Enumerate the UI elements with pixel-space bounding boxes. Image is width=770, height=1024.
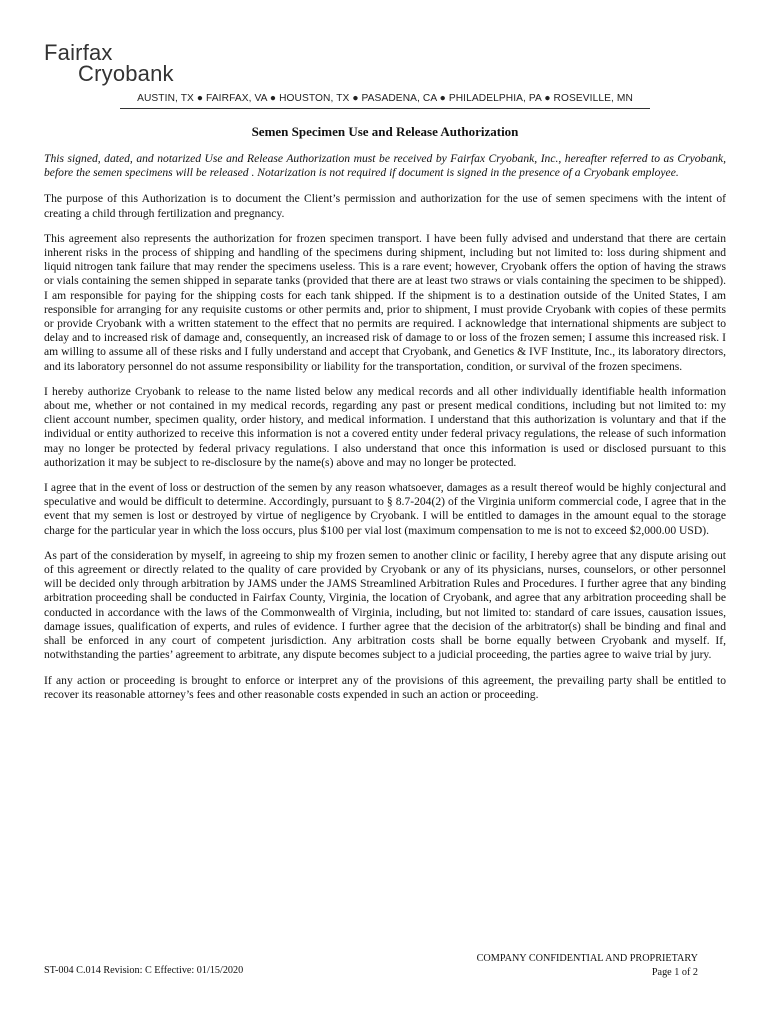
damages-paragraph: I agree that in the event of loss or destruction of the semen by any reason whatsoever, damages as a result thereof would be highly conjectural and speculative and would be difficult to determine. Accordingly, pursuant to § 8.7-204(2) of the Virginia uniform commercial code, I agree that in the event that my semen is lost or destroyed by virtue of negligence by Cryobank. I will be entitled to damages in the amount equal to the storage charge for the particular year in which the loss occurs, plus $100 per vial lost (maximum compensation to me is not to exceed $2,000.00 USD). <box>44 481 726 537</box>
arbitration-paragraph: As part of the consideration by myself, in agreeing to ship my frozen semen to another clinic or facility, I hereby agree that any dispute arising out of this agreement or directly related to the quality of care provided by Cryobank or any of its physicians, nurses, counselors, or other personnel will be decided only through arbitration by JAMS under the JAMS Streamlined Arbitration Rules and Procedures. I further agree that any binding arbitration proceeding shall be conducted in Fairfax County, Virginia, the location of Cryobank, and agree that any arbitration proceeding shall be conducted in accordance with the laws of the Commonwealth of Virginia, including, but not limited to: standard of care issues, causation issues, damage issues, qualification of experts, and rules of evidence. I further agree that the decision of the arbitrator(s) shall be binding and final and shall be enforced in any court of competent jurisdiction. Any arbitration costs shall be borne equally between Cryobank and myself. If, notwithstanding the parties’ agreement to arbitrate, any dispute becomes subject to a judicial proceeding, the parties agree to waive trial by jury. <box>44 548 726 662</box>
intro-paragraph: This signed, dated, and notarized Use and Release Authorization must be received by Fairfax Cryobank, Inc., hereafter referred to as Cryobank, before the semen specimens will be released . Notarization is not required if document is signed in the presence of a Cryobank employee. <box>44 152 726 180</box>
page-number: Page 1 of 2 <box>651 967 698 978</box>
confidential-notice: COMPANY CONFIDENTIAL AND PROPRIETARY <box>476 953 698 964</box>
records-release-paragraph: I hereby authorize Cryobank to release to the name listed below any medical records and all other individually identifiable health information about me, whether or not contained in my medical records, regarding any past or present medical conditions, including but not limited to: my client account number, specimen quality, order history, and medical information. I understand that this authorization is voluntary and that if the individual or entity authorized to receive this information is not a covered entity under federal privacy regulations, the release of such information may no longer be protected by federal privacy regulations. I also understand that once this information is used or disclosed pursuant to this authorization it may be subject to re-disclosure by the name(s) above and may no longer be protected. <box>44 384 726 469</box>
form-identifier: ST-004 C.014 Revision: C Effective: 01/15/2020 <box>44 965 244 976</box>
company-logo <box>44 40 204 88</box>
document-body <box>44 152 726 713</box>
footer-right <box>477 952 698 980</box>
locations-line: AUSTIN, TX ● FAIRFAX, VA ● HOUSTON, TX ● PASADENA, CA ● PHILADELPHIA, PA ● ROSEVILLE, MN <box>137 93 633 104</box>
header-divider <box>120 108 650 109</box>
logo-line-1: Fairfax <box>44 40 113 65</box>
transport-paragraph: This agreement also represents the authorization for frozen specimen transport. I have been fully advised and understand that there are certain inherent risks in the process of shipping and handling of the specimens during shipment, including but not limited to: loss during shipment and liquid nitrogen tank failure that may render the specimens useless. This is a rare event; however, Cryobank offers the option of having the straws or vials containing the semen shipped in separate tanks (provided that there are at least two straws or vials containing the specimen to be shipped). I am responsible for paying for the shipping costs for each tank shipped. If the shipment is to a destination outside of the United States, I am responsible for arranging for any requisite customs or other permits and, prior to shipment, I must provide Cryobank with copies of these permits or provide Cryobank with a written statement to the effect that no permits are required. I acknowledge that international shipments are subject to delay and to increased risk of damage and, consequently, an increased risk of damage to or loss of the frozen semen; I assume this increased risk. I am willing to assume all of these risks and I fully understand and accept that Cryobank, and Genetics & IVF Institute, Inc., its laboratory directors, and its laboratory personnel do not assume responsibility or liability for the transportation, condition, or survival of the frozen specimens. <box>44 231 726 373</box>
purpose-paragraph: The purpose of this Authorization is to document the Client’s permission and authorization for the use of semen specimens with the intent of creating a child through fertilization and pregnancy. <box>44 192 726 220</box>
document-title: Semen Specimen Use and Release Authorization <box>251 124 519 139</box>
attorney-fees-paragraph: If any action or proceeding is brought to enforce or interpret any of the provisions of this agreement, the prevailing party shall be entitled to recover its reasonable attorney’s fees and other reasonable costs expended in such an action or proceeding. <box>44 673 726 701</box>
logo-line-2: Cryobank <box>78 61 174 86</box>
